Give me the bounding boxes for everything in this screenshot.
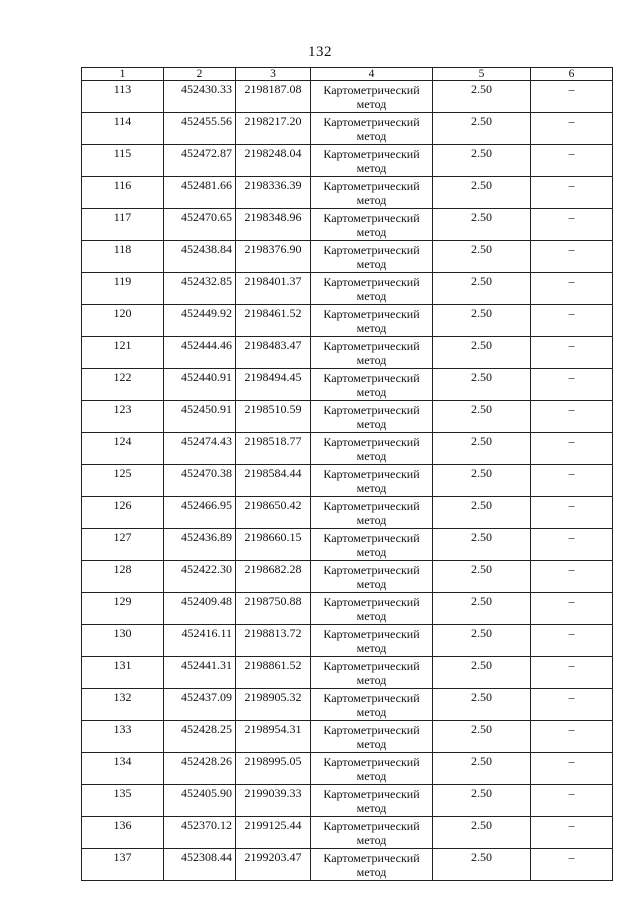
header-cell-6: 6 <box>531 68 613 81</box>
y-coordinate-cell: 2198510.59 <box>236 401 311 433</box>
table-row <box>82 625 613 657</box>
method-line-2: метод <box>356 545 387 559</box>
note-cell: – <box>531 849 613 881</box>
table-row <box>82 113 613 145</box>
note-cell: – <box>531 273 613 305</box>
point-number-cell: 128 <box>82 561 164 593</box>
note-cell: – <box>531 401 613 433</box>
y-coordinate-cell: 2198461.52 <box>236 305 311 337</box>
accuracy-cell: 2.50 <box>433 145 531 177</box>
y-coordinate-cell: 2198682.28 <box>236 561 311 593</box>
method-line-1: Картометрический <box>323 243 420 257</box>
y-coordinate-cell: 2198376.90 <box>236 241 311 273</box>
table-row <box>82 689 613 721</box>
accuracy-cell: 2.50 <box>433 785 531 817</box>
method-cell <box>311 209 433 241</box>
method-cell <box>311 305 433 337</box>
y-coordinate-cell: 2198187.08 <box>236 81 311 113</box>
table-row <box>82 465 613 497</box>
accuracy-cell: 2.50 <box>433 369 531 401</box>
x-coordinate-cell: 452405.90 <box>164 785 236 817</box>
method-line-1: Картометрический <box>323 627 420 641</box>
table-row <box>82 337 613 369</box>
page-number: 132 <box>308 44 332 60</box>
y-coordinate-cell: 2198905.32 <box>236 689 311 721</box>
note-cell: – <box>531 241 613 273</box>
table-row <box>82 369 613 401</box>
accuracy-cell: 2.50 <box>433 241 531 273</box>
note-cell: – <box>531 497 613 529</box>
point-number-cell: 135 <box>82 785 164 817</box>
method-line-1: Картометрический <box>323 499 420 513</box>
x-coordinate-cell: 452437.09 <box>164 689 236 721</box>
accuracy-cell: 2.50 <box>433 657 531 689</box>
note-cell: – <box>531 177 613 209</box>
method-line-1: Картометрический <box>323 83 420 97</box>
method-line-2: метод <box>356 705 387 719</box>
y-coordinate-cell: 2198584.44 <box>236 465 311 497</box>
method-cell <box>311 401 433 433</box>
header-cell-5: 5 <box>433 68 531 81</box>
method-line-1: Картометрический <box>323 595 420 609</box>
point-number-cell: 129 <box>82 593 164 625</box>
accuracy-cell: 2.50 <box>433 593 531 625</box>
method-line-1: Картометрический <box>323 723 420 737</box>
method-line-1: Картометрический <box>323 851 420 865</box>
table-row <box>82 849 613 881</box>
note-cell: – <box>531 465 613 497</box>
method-line-1: Картометрический <box>323 467 420 481</box>
y-coordinate-cell: 2198401.37 <box>236 273 311 305</box>
method-line-2: метод <box>356 289 387 303</box>
method-cell <box>311 657 433 689</box>
method-cell <box>311 369 433 401</box>
method-line-1: Картометрический <box>323 115 420 129</box>
method-cell <box>311 145 433 177</box>
method-cell <box>311 465 433 497</box>
point-number-cell: 114 <box>82 113 164 145</box>
x-coordinate-cell: 452432.85 <box>164 273 236 305</box>
method-line-2: метод <box>356 673 387 687</box>
header-cell-1: 1 <box>82 68 164 81</box>
coordinates-table <box>81 67 613 881</box>
y-coordinate-cell: 2198336.39 <box>236 177 311 209</box>
accuracy-cell: 2.50 <box>433 561 531 593</box>
accuracy-cell: 2.50 <box>433 337 531 369</box>
note-cell: – <box>531 657 613 689</box>
point-number-cell: 133 <box>82 721 164 753</box>
method-cell <box>311 529 433 561</box>
method-line-1: Картометрический <box>323 435 420 449</box>
y-coordinate-cell: 2198954.31 <box>236 721 311 753</box>
point-number-cell: 118 <box>82 241 164 273</box>
note-cell: – <box>531 209 613 241</box>
note-cell: – <box>531 337 613 369</box>
point-number-cell: 116 <box>82 177 164 209</box>
point-number-cell: 131 <box>82 657 164 689</box>
note-cell: – <box>531 369 613 401</box>
accuracy-cell: 2.50 <box>433 529 531 561</box>
point-number-cell: 117 <box>82 209 164 241</box>
point-number-cell: 125 <box>82 465 164 497</box>
table-row <box>82 593 613 625</box>
method-line-2: метод <box>356 737 387 751</box>
header-cell-2: 2 <box>164 68 236 81</box>
table-row <box>82 401 613 433</box>
accuracy-cell: 2.50 <box>433 849 531 881</box>
note-cell: – <box>531 561 613 593</box>
x-coordinate-cell: 452466.95 <box>164 497 236 529</box>
note-cell: – <box>531 753 613 785</box>
method-cell <box>311 721 433 753</box>
method-line-1: Картометрический <box>323 211 420 225</box>
accuracy-cell: 2.50 <box>433 177 531 209</box>
y-coordinate-cell: 2198995.05 <box>236 753 311 785</box>
method-cell <box>311 849 433 881</box>
point-number-cell: 119 <box>82 273 164 305</box>
accuracy-cell: 2.50 <box>433 753 531 785</box>
method-line-2: метод <box>356 801 387 815</box>
method-cell <box>311 337 433 369</box>
accuracy-cell: 2.50 <box>433 209 531 241</box>
method-cell <box>311 753 433 785</box>
x-coordinate-cell: 452440.91 <box>164 369 236 401</box>
point-number-cell: 134 <box>82 753 164 785</box>
method-line-1: Картометрический <box>323 659 420 673</box>
accuracy-cell: 2.50 <box>433 465 531 497</box>
accuracy-cell: 2.50 <box>433 689 531 721</box>
note-cell: – <box>531 817 613 849</box>
point-number-cell: 136 <box>82 817 164 849</box>
method-line-1: Картометрический <box>323 531 420 545</box>
note-cell: – <box>531 625 613 657</box>
point-number-cell: 122 <box>82 369 164 401</box>
x-coordinate-cell: 452438.84 <box>164 241 236 273</box>
point-number-cell: 123 <box>82 401 164 433</box>
x-coordinate-cell: 452428.26 <box>164 753 236 785</box>
method-line-2: метод <box>356 865 387 879</box>
x-coordinate-cell: 452441.31 <box>164 657 236 689</box>
x-coordinate-cell: 452422.30 <box>164 561 236 593</box>
y-coordinate-cell: 2199039.33 <box>236 785 311 817</box>
y-coordinate-cell: 2199125.44 <box>236 817 311 849</box>
method-line-2: метод <box>356 769 387 783</box>
method-line-2: метод <box>356 609 387 623</box>
y-coordinate-cell: 2198494.45 <box>236 369 311 401</box>
note-cell: – <box>531 721 613 753</box>
x-coordinate-cell: 452436.89 <box>164 529 236 561</box>
point-number-cell: 137 <box>82 849 164 881</box>
table-row <box>82 657 613 689</box>
y-coordinate-cell: 2199203.47 <box>236 849 311 881</box>
method-line-2: метод <box>356 481 387 495</box>
point-number-cell: 124 <box>82 433 164 465</box>
table-row <box>82 433 613 465</box>
method-line-2: метод <box>356 257 387 271</box>
accuracy-cell: 2.50 <box>433 401 531 433</box>
method-cell <box>311 785 433 817</box>
method-line-2: метод <box>356 97 387 111</box>
method-line-2: метод <box>356 129 387 143</box>
x-coordinate-cell: 452450.91 <box>164 401 236 433</box>
point-number-cell: 121 <box>82 337 164 369</box>
method-line-1: Картометрический <box>323 563 420 577</box>
table-row <box>82 177 613 209</box>
x-coordinate-cell: 452370.12 <box>164 817 236 849</box>
x-coordinate-cell: 452430.33 <box>164 81 236 113</box>
method-line-1: Картометрический <box>323 275 420 289</box>
method-line-1: Картометрический <box>323 819 420 833</box>
x-coordinate-cell: 452470.65 <box>164 209 236 241</box>
method-line-1: Картометрический <box>323 403 420 417</box>
method-line-1: Картометрический <box>323 371 420 385</box>
y-coordinate-cell: 2198861.52 <box>236 657 311 689</box>
note-cell: – <box>531 81 613 113</box>
table-row <box>82 785 613 817</box>
accuracy-cell: 2.50 <box>433 817 531 849</box>
point-number-cell: 120 <box>82 305 164 337</box>
y-coordinate-cell: 2198650.42 <box>236 497 311 529</box>
note-cell: – <box>531 113 613 145</box>
y-coordinate-cell: 2198248.04 <box>236 145 311 177</box>
accuracy-cell: 2.50 <box>433 625 531 657</box>
table-row <box>82 241 613 273</box>
method-line-1: Картометрический <box>323 147 420 161</box>
table-row <box>82 305 613 337</box>
x-coordinate-cell: 452428.25 <box>164 721 236 753</box>
method-cell <box>311 433 433 465</box>
accuracy-cell: 2.50 <box>433 721 531 753</box>
x-coordinate-cell: 452472.87 <box>164 145 236 177</box>
method-cell <box>311 689 433 721</box>
x-coordinate-cell: 452409.48 <box>164 593 236 625</box>
table-body <box>82 68 613 881</box>
method-cell <box>311 113 433 145</box>
point-number-cell: 115 <box>82 145 164 177</box>
table-row <box>82 209 613 241</box>
x-coordinate-cell: 452481.66 <box>164 177 236 209</box>
method-line-1: Картометрический <box>323 339 420 353</box>
method-line-1: Картометрический <box>323 307 420 321</box>
point-number-cell: 126 <box>82 497 164 529</box>
accuracy-cell: 2.50 <box>433 273 531 305</box>
header-cell-4: 4 <box>311 68 433 81</box>
accuracy-cell: 2.50 <box>433 81 531 113</box>
method-line-2: метод <box>356 193 387 207</box>
method-line-1: Картометрический <box>323 691 420 705</box>
table-row <box>82 145 613 177</box>
method-cell <box>311 81 433 113</box>
note-cell: – <box>531 785 613 817</box>
method-line-2: метод <box>356 417 387 431</box>
table-row <box>82 561 613 593</box>
table-row <box>82 81 613 113</box>
point-number-cell: 132 <box>82 689 164 721</box>
note-cell: – <box>531 145 613 177</box>
note-cell: – <box>531 529 613 561</box>
method-line-2: метод <box>356 321 387 335</box>
x-coordinate-cell: 452455.56 <box>164 113 236 145</box>
method-cell <box>311 593 433 625</box>
method-cell <box>311 177 433 209</box>
method-line-2: метод <box>356 353 387 367</box>
x-coordinate-cell: 452416.11 <box>164 625 236 657</box>
x-coordinate-cell: 452474.43 <box>164 433 236 465</box>
method-line-2: метод <box>356 225 387 239</box>
method-line-1: Картометрический <box>323 787 420 801</box>
method-line-2: метод <box>356 641 387 655</box>
method-line-2: метод <box>356 449 387 463</box>
accuracy-cell: 2.50 <box>433 433 531 465</box>
accuracy-cell: 2.50 <box>433 305 531 337</box>
x-coordinate-cell: 452308.44 <box>164 849 236 881</box>
y-coordinate-cell: 2198813.72 <box>236 625 311 657</box>
point-number-cell: 113 <box>82 81 164 113</box>
y-coordinate-cell: 2198750.88 <box>236 593 311 625</box>
point-number-cell: 130 <box>82 625 164 657</box>
method-cell <box>311 625 433 657</box>
table-row <box>82 753 613 785</box>
method-cell <box>311 241 433 273</box>
method-cell <box>311 561 433 593</box>
x-coordinate-cell: 452444.46 <box>164 337 236 369</box>
note-cell: – <box>531 593 613 625</box>
y-coordinate-cell: 2198518.77 <box>236 433 311 465</box>
method-line-2: метод <box>356 833 387 847</box>
method-line-1: Картометрический <box>323 755 420 769</box>
table-row <box>82 273 613 305</box>
y-coordinate-cell: 2198348.96 <box>236 209 311 241</box>
method-line-2: метод <box>356 385 387 399</box>
table-row <box>82 817 613 849</box>
header-cell-3: 3 <box>236 68 311 81</box>
table-row <box>82 497 613 529</box>
note-cell: – <box>531 689 613 721</box>
method-cell <box>311 497 433 529</box>
note-cell: – <box>531 305 613 337</box>
accuracy-cell: 2.50 <box>433 113 531 145</box>
accuracy-cell: 2.50 <box>433 497 531 529</box>
method-line-2: метод <box>356 161 387 175</box>
method-cell <box>311 817 433 849</box>
method-line-1: Картометрический <box>323 179 420 193</box>
note-cell: – <box>531 433 613 465</box>
method-cell <box>311 273 433 305</box>
method-line-2: метод <box>356 513 387 527</box>
y-coordinate-cell: 2198217.20 <box>236 113 311 145</box>
table-row <box>82 721 613 753</box>
y-coordinate-cell: 2198483.47 <box>236 337 311 369</box>
method-line-2: метод <box>356 577 387 591</box>
x-coordinate-cell: 452449.92 <box>164 305 236 337</box>
table-header-row <box>82 68 613 81</box>
table-row <box>82 529 613 561</box>
y-coordinate-cell: 2198660.15 <box>236 529 311 561</box>
point-number-cell: 127 <box>82 529 164 561</box>
x-coordinate-cell: 452470.38 <box>164 465 236 497</box>
